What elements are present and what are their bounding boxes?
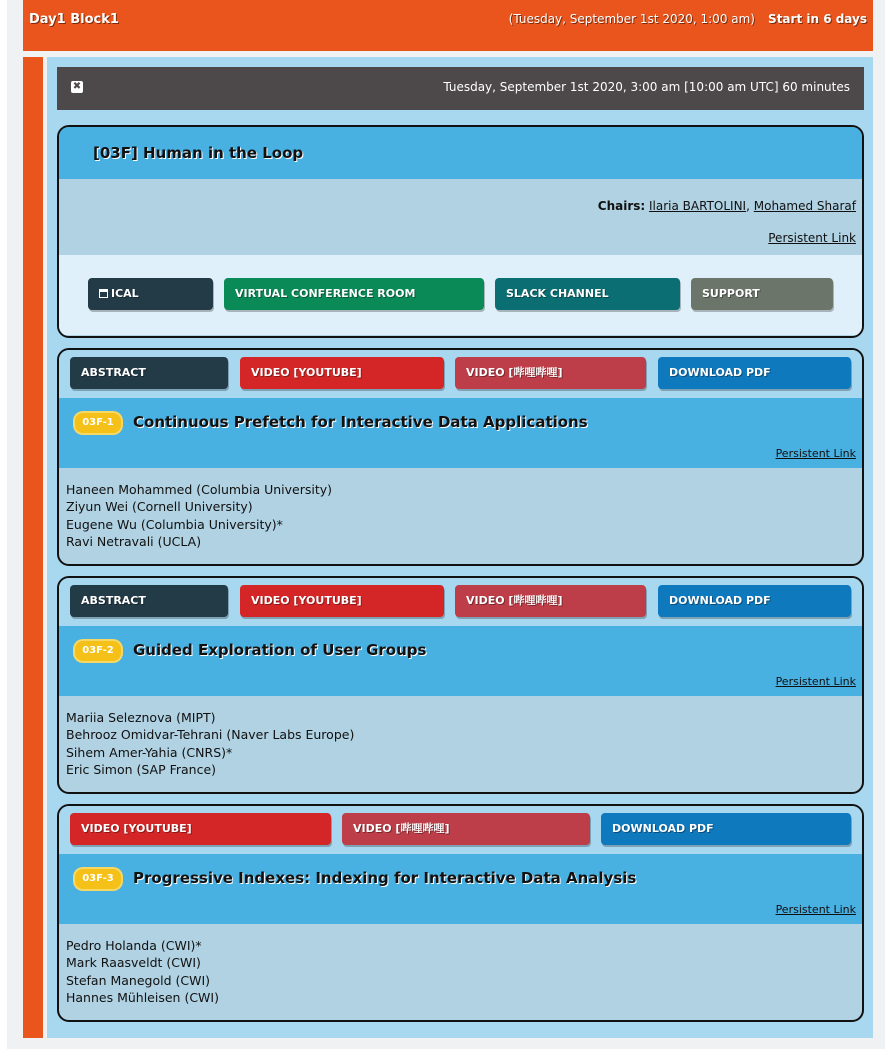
persistent-link[interactable]: Persistent Link [775, 903, 856, 916]
paper-2-title-bar [59, 626, 862, 696]
paper-persistent-link [776, 675, 856, 688]
paper-card-1 [57, 348, 864, 566]
author: Pedro Holanda (CWI)* [66, 938, 202, 953]
author: Mark Raasveldt (CWI) [66, 955, 201, 971]
block-header-bar[interactable] [23, 0, 873, 51]
persistent-link[interactable]: Persistent Link [768, 231, 856, 245]
paper-title: Progressive Indexes: Indexing for Interactive Data Analysis [133, 869, 637, 887]
paper-persistent-link [776, 447, 856, 460]
download-pdf-button[interactable]: DOWNLOAD PDF [658, 585, 851, 617]
calendar-icon [99, 289, 108, 298]
slack-channel-button[interactable]: SLACK CHANNEL [495, 278, 680, 310]
persistent-link[interactable]: Persistent Link [775, 675, 856, 688]
author: Hannes Mühleisen (CWI) [66, 989, 219, 1005]
start-countdown: Start in 6 days [768, 12, 867, 26]
paper-authors [66, 481, 332, 550]
paper-3-title-bar [59, 854, 862, 924]
author: Ravi Netravali (UCLA) [66, 533, 202, 549]
download-pdf-button[interactable]: DOWNLOAD PDF [601, 813, 851, 845]
author: Stefan Manegold (CWI) [66, 972, 211, 988]
close-icon[interactable]: ✖ [72, 81, 82, 92]
paper-title: Continuous Prefetch for Interactive Data Applications [133, 413, 588, 431]
author: Eugene Wu (Columbia University)* [66, 516, 283, 532]
author: Behrooz Omidvar-Tehrani (Naver Labs Europe) [66, 727, 355, 743]
paper-card-3 [57, 804, 864, 1022]
paper-persistent-link [776, 903, 856, 916]
paper-id-badge: 03F-3 [75, 869, 121, 889]
paper-1-title-bar [59, 398, 862, 468]
paper-card-2 [57, 576, 864, 794]
author: Sihem Amer-Yahia (CNRS)* [66, 744, 233, 760]
session-button-row [59, 255, 862, 335]
paper-authors [66, 709, 354, 778]
chair-link-1[interactable]: Ilaria BARTOLINI [649, 199, 747, 213]
session-title: [03F] Human in the Loop [93, 144, 304, 162]
paper-id-badge: 03F-2 [75, 641, 121, 661]
chairs-label: Chairs: [597, 199, 646, 213]
session-persistent-link [768, 231, 856, 245]
video-youtube-button[interactable]: VIDEO [YOUTUBE] [70, 813, 331, 845]
author: Eric Simon (SAP France) [66, 761, 217, 777]
video-bilibili-button[interactable]: VIDEO [哔哩哔哩] [455, 585, 646, 617]
session-title-bar [59, 127, 862, 179]
session-time-bar [57, 67, 864, 110]
persistent-link[interactable]: Persistent Link [775, 447, 856, 460]
session-chairs: Chairs: Ilaria BARTOLINI, Mohamed Sharaf [597, 199, 856, 213]
download-pdf-button[interactable]: DOWNLOAD PDF [658, 357, 851, 389]
block-left-stripe [23, 57, 43, 1038]
paper-title: Guided Exploration of User Groups [133, 641, 427, 659]
session-card [57, 125, 864, 338]
author: Haneen Mohammed (Columbia University) [66, 482, 333, 497]
session-time: Tuesday, September 1st 2020, 3:00 am [10:00 am UTC] 60 minutes [443, 80, 850, 94]
paper-authors [66, 937, 219, 1006]
chair-link-2[interactable]: Mohamed Sharaf [753, 199, 856, 213]
abstract-button[interactable]: ABSTRACT [70, 357, 228, 389]
author: Ziyun Wei (Cornell University) [66, 499, 253, 515]
author: Mariia Seleznova (MIPT) [66, 710, 216, 725]
video-bilibili-button[interactable]: VIDEO [哔哩哔哩] [455, 357, 646, 389]
abstract-button[interactable]: ABSTRACT [70, 585, 228, 617]
block-date: (Tuesday, September 1st 2020, 1:00 am) [508, 12, 755, 26]
block-title: Day1 Block1 [29, 12, 119, 27]
video-youtube-button[interactable]: VIDEO [YOUTUBE] [240, 585, 444, 617]
support-button[interactable]: SUPPORT [691, 278, 833, 310]
video-youtube-button[interactable]: VIDEO [YOUTUBE] [240, 357, 444, 389]
virtual-conference-room-button[interactable]: VIRTUAL CONFERENCE ROOM [224, 278, 484, 310]
paper-id-badge: 03F-1 [75, 413, 121, 433]
ical-button[interactable]: ICAL [88, 278, 213, 310]
video-bilibili-button[interactable]: VIDEO [哔哩哔哩] [342, 813, 590, 845]
